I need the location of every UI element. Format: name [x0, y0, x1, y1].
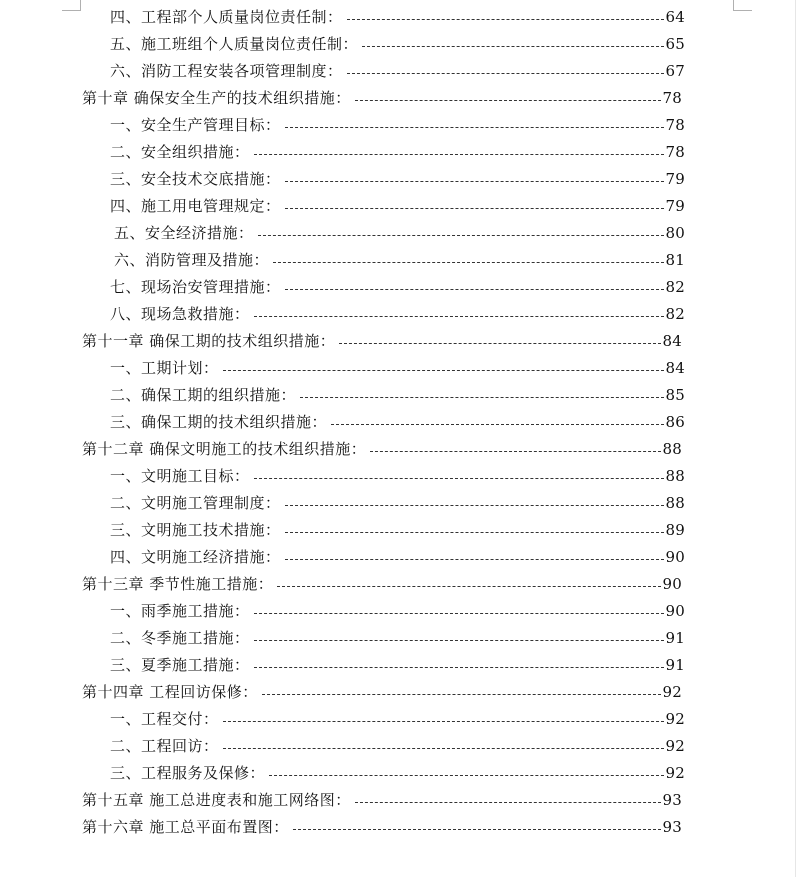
toc-section-entry[interactable] — [0, 31, 685, 58]
toc-dot-leader — [362, 46, 663, 47]
toc-section-entry[interactable] — [0, 382, 685, 409]
toc-dot-leader — [355, 802, 661, 803]
toc-dot-leader — [347, 73, 664, 74]
toc-dot-leader — [285, 127, 664, 128]
toc-dot-leader — [254, 478, 664, 479]
toc-entry-title: 五、施工班组个人质量岗位责任制： — [110, 35, 359, 53]
toc-page-number: 78 — [665, 116, 685, 134]
toc-dot-leader — [285, 559, 664, 560]
toc-dot-leader — [285, 208, 664, 209]
toc-dot-leader — [254, 613, 664, 614]
table-of-contents — [0, 4, 796, 841]
toc-dot-leader — [300, 397, 663, 398]
toc-section-entry[interactable] — [0, 409, 685, 436]
toc-page-number: 92 — [665, 710, 685, 728]
toc-section-entry[interactable] — [0, 625, 685, 652]
toc-dot-leader — [223, 748, 664, 749]
toc-section-entry[interactable] — [0, 112, 685, 139]
toc-dot-leader — [285, 289, 664, 290]
toc-entry-title: 五、安全经济措施： — [114, 224, 254, 242]
toc-dot-leader — [285, 532, 664, 533]
toc-page-number: 92 — [665, 764, 685, 782]
toc-entry-title: 第十二章 确保文明施工的技术组织措施： — [82, 440, 367, 458]
toc-page-number: 86 — [665, 413, 685, 431]
toc-page-number: 85 — [665, 386, 685, 404]
toc-section-entry[interactable] — [0, 544, 685, 571]
toc-section-entry[interactable] — [0, 247, 685, 274]
toc-entry-title: 一、工期计划： — [110, 359, 219, 377]
toc-dot-leader — [355, 100, 661, 101]
toc-entry-title: 三、工程服务及保修： — [110, 764, 266, 782]
toc-page-number: 78 — [662, 89, 682, 107]
toc-section-entry[interactable] — [0, 274, 685, 301]
toc-dot-leader — [254, 154, 664, 155]
toc-entry-title: 六、消防工程安装各项管理制度： — [110, 62, 343, 80]
toc-entry-title: 四、工程部个人质量岗位责任制： — [110, 8, 343, 26]
toc-section-entry[interactable] — [0, 706, 685, 733]
toc-dot-leader — [370, 451, 660, 452]
toc-section-entry[interactable] — [0, 598, 685, 625]
toc-entry-title: 二、文明施工管理制度： — [110, 494, 281, 512]
toc-page-number: 91 — [665, 629, 685, 647]
toc-entry-title: 一、文明施工目标： — [110, 467, 250, 485]
toc-section-entry[interactable] — [0, 517, 685, 544]
toc-page-number: 84 — [665, 359, 685, 377]
toc-entry-title: 二、冬季施工措施： — [110, 629, 250, 647]
toc-page-number: 89 — [665, 521, 685, 539]
toc-dot-leader — [293, 829, 661, 830]
toc-dot-leader — [262, 694, 661, 695]
toc-page-number: 80 — [665, 224, 685, 242]
toc-section-entry[interactable] — [0, 760, 685, 787]
toc-section-entry[interactable] — [0, 193, 685, 220]
toc-page-number: 91 — [665, 656, 685, 674]
toc-entry-title: 三、夏季施工措施： — [110, 656, 250, 674]
toc-chapter-entry[interactable] — [0, 328, 682, 355]
toc-entry-title: 一、雨季施工措施： — [110, 602, 250, 620]
toc-page-number: 81 — [665, 251, 685, 269]
toc-entry-title: 第十四章 工程回访保修： — [82, 683, 258, 701]
toc-page-number: 64 — [665, 8, 685, 26]
toc-page-number: 78 — [665, 143, 685, 161]
toc-entry-title: 二、确保工期的组织措施： — [110, 386, 297, 404]
toc-page-number: 90 — [665, 602, 685, 620]
toc-page-number: 79 — [665, 197, 685, 215]
toc-section-entry[interactable] — [0, 355, 685, 382]
toc-page-number: 92 — [662, 683, 682, 701]
toc-section-entry[interactable] — [0, 652, 685, 679]
toc-section-entry[interactable] — [0, 490, 685, 517]
toc-dot-leader — [277, 586, 660, 587]
toc-entry-title: 第十三章 季节性施工措施： — [82, 575, 274, 593]
toc-entry-title: 八、现场急救措施： — [110, 305, 250, 323]
toc-page-number: 88 — [665, 467, 685, 485]
toc-dot-leader — [339, 343, 660, 344]
toc-chapter-entry[interactable] — [0, 571, 682, 598]
toc-section-entry[interactable] — [0, 301, 685, 328]
toc-page-number: 92 — [665, 737, 685, 755]
toc-dot-leader — [285, 505, 664, 506]
toc-page-number: 88 — [662, 440, 682, 458]
toc-entry-title: 三、文明施工技术措施： — [110, 521, 281, 539]
toc-chapter-entry[interactable] — [0, 787, 682, 814]
toc-entry-title: 七、现场治安管理措施： — [110, 278, 281, 296]
toc-dot-leader — [331, 424, 663, 425]
toc-section-entry[interactable] — [0, 733, 685, 760]
toc-page-number: 82 — [665, 305, 685, 323]
toc-dot-leader — [285, 181, 664, 182]
toc-entry-title: 第十五章 施工总进度表和施工网络图： — [82, 791, 351, 809]
toc-entry-title: 四、施工用电管理规定： — [110, 197, 281, 215]
toc-chapter-entry[interactable] — [0, 436, 682, 463]
toc-section-entry[interactable] — [0, 4, 685, 31]
toc-page-number: 90 — [662, 575, 682, 593]
toc-section-entry[interactable] — [0, 166, 685, 193]
toc-chapter-entry[interactable] — [0, 679, 682, 706]
toc-dot-leader — [254, 667, 664, 668]
toc-entry-title: 四、文明施工经济措施： — [110, 548, 281, 566]
toc-dot-leader — [254, 316, 664, 317]
toc-section-entry[interactable] — [0, 58, 685, 85]
toc-page-number: 93 — [662, 791, 682, 809]
toc-page-number: 65 — [665, 35, 685, 53]
toc-entry-title: 第十六章 施工总平面布置图： — [82, 818, 289, 836]
toc-dot-leader — [258, 235, 664, 236]
toc-dot-leader — [223, 721, 664, 722]
toc-entry-title: 三、确保工期的技术组织措施： — [110, 413, 328, 431]
toc-section-entry[interactable] — [0, 463, 685, 490]
toc-entry-title: 二、安全组织措施： — [110, 143, 250, 161]
toc-dot-leader — [273, 262, 663, 263]
toc-section-entry[interactable] — [0, 139, 685, 166]
toc-dot-leader — [254, 640, 664, 641]
toc-entry-title: 一、安全生产管理目标： — [110, 116, 281, 134]
toc-page-number: 84 — [662, 332, 682, 350]
toc-entry-title: 三、安全技术交底措施： — [110, 170, 281, 188]
toc-page-number: 90 — [665, 548, 685, 566]
toc-page-number: 88 — [665, 494, 685, 512]
toc-page-number: 67 — [665, 62, 685, 80]
toc-entry-title: 第十一章 确保工期的技术组织措施： — [82, 332, 336, 350]
toc-page-number: 79 — [665, 170, 685, 188]
toc-page-number: 82 — [665, 278, 685, 296]
toc-dot-leader — [269, 775, 663, 776]
toc-page-number: 93 — [662, 818, 682, 836]
toc-chapter-entry[interactable] — [0, 814, 682, 841]
toc-entry-title: 二、工程回访： — [110, 737, 219, 755]
toc-dot-leader — [223, 370, 664, 371]
toc-section-entry[interactable] — [0, 220, 685, 247]
toc-chapter-entry[interactable] — [0, 85, 682, 112]
toc-entry-title: 六、消防管理及措施： — [114, 251, 270, 269]
toc-entry-title: 第十章 确保安全生产的技术组织措施： — [82, 89, 351, 107]
toc-dot-leader — [347, 19, 664, 20]
toc-entry-title: 一、工程交付： — [110, 710, 219, 728]
